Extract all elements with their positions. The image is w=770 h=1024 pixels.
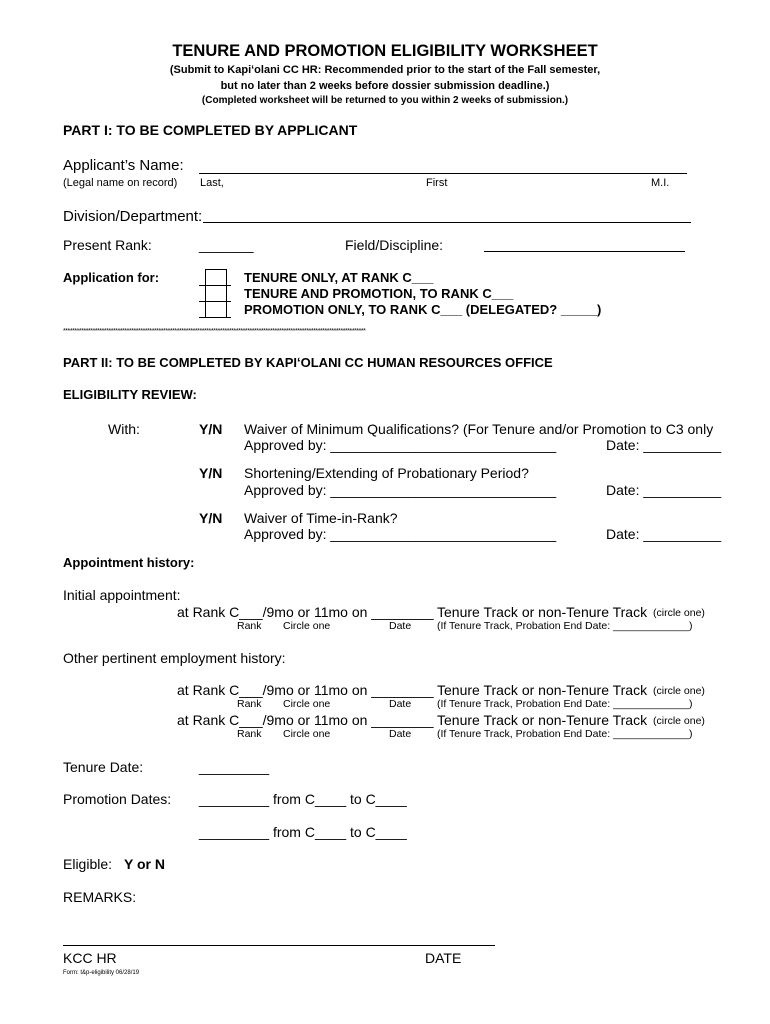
initial-appointment-label: Initial appointment: <box>63 587 181 603</box>
subtitle-line-3: (Completed worksheet will be returned to you within 2 weeks of submission.) <box>201 95 569 106</box>
probationary-period-label: Shortening/Extending of Probationary Period? <box>244 465 529 481</box>
circle-one-note: (circle one) <box>653 607 705 619</box>
other-track-label-1[interactable]: Tenure Track or non-Tenure Track <box>437 682 648 698</box>
circle-one-caption: Circle one <box>283 620 331 632</box>
division-label: Division/Department: <box>63 208 203 225</box>
with-label: With: <box>108 421 140 437</box>
last-name-label: Last, <box>200 177 224 189</box>
separator-stars: ************************************************************************************************************************************* <box>63 328 366 335</box>
legal-name-note: (Legal name on record) <box>63 177 178 189</box>
date-1[interactable]: Date: __________ <box>606 437 722 453</box>
division-field[interactable] <box>203 222 691 223</box>
other-track-label-2[interactable]: Tenure Track or non-Tenure Track <box>437 712 648 728</box>
promotion-dates-label: Promotion Dates: <box>63 791 172 807</box>
present-rank-label: Present Rank: <box>63 237 152 253</box>
page-title: TENURE AND PROMOTION ELIGIBILITY WORKSHEET <box>172 42 598 60</box>
date-caption: Date <box>389 620 412 632</box>
other-rank-line-2[interactable]: at Rank C___/9mo or 11mo on ________ <box>177 712 434 728</box>
eligible-y-or-n[interactable]: Y or N <box>124 856 165 872</box>
subtitle-line-1: (Submit to Kapiʻolani CC HR: Recommended prior to the start of the Fall semester, <box>169 64 601 76</box>
tenure-date-label: Tenure Date: <box>63 759 144 775</box>
tenure-date-field[interactable]: _________ <box>199 759 270 775</box>
tenure-promotion-checkbox[interactable] <box>205 285 227 302</box>
option-tenure-promotion: TENURE AND PROMOTION, TO RANK C___ <box>244 286 514 301</box>
approved-by-2[interactable]: Approved by: _____________________________ <box>244 482 557 498</box>
date-caption-2: Date <box>389 728 412 740</box>
rank-caption-2: Rank <box>237 728 262 740</box>
part2-heading: PART II: TO BE COMPLETED BY KAPIʻOLANI CC HUMAN RESOURCES OFFICE <box>63 355 553 370</box>
yn-probationary[interactable]: Y/N <box>199 465 223 481</box>
initial-rank-line[interactable]: at Rank C___/9mo or 11mo on ________ <box>177 604 434 620</box>
circle-one-note-1: (circle one) <box>653 685 705 697</box>
present-rank-field[interactable]: _______ <box>199 237 254 253</box>
subtitle-line-2: but no later than 2 weeks before dossier submission deadline.) <box>220 80 550 92</box>
signature-date-label: DATE <box>425 950 462 966</box>
option-promotion-only: PROMOTION ONLY, TO RANK C___ (DELEGATED? _____) <box>244 302 602 317</box>
other-employment-label: Other pertinent employment history: <box>63 650 286 666</box>
eligibility-review-heading: ELIGIBILITY REVIEW: <box>63 387 197 402</box>
appointment-history-heading: Appointment history: <box>63 555 195 570</box>
tenure-only-checkbox[interactable] <box>205 269 227 286</box>
rank-caption-1: Rank <box>237 698 262 710</box>
rank-caption: Rank <box>237 620 262 632</box>
probation-end-date-2[interactable]: (If Tenure Track, Probation End Date: _____________) <box>437 728 693 740</box>
other-rank-line-1[interactable]: at Rank C___/9mo or 11mo on ________ <box>177 682 434 698</box>
field-discipline-label: Field/Discipline: <box>345 237 444 253</box>
date-2[interactable]: Date: __________ <box>606 482 722 498</box>
promotion-date-1[interactable]: _________ from C____ to C____ <box>199 791 407 807</box>
remarks-label: REMARKS: <box>63 889 137 905</box>
applicant-name-label: Applicant’s Name: <box>63 157 184 174</box>
field-discipline-field[interactable] <box>484 251 685 252</box>
initial-track-label[interactable]: Tenure Track or non-Tenure Track <box>437 604 648 620</box>
form-id: Form: t&p-eligibility 06/28/19 <box>63 970 140 976</box>
signature-line[interactable] <box>63 945 495 946</box>
kcc-hr-label: KCC HR <box>63 950 117 966</box>
time-in-rank-label: Waiver of Time-in-Rank? <box>244 510 398 526</box>
part1-heading: PART I: TO BE COMPLETED BY APPLICANT <box>63 122 358 138</box>
checkbox-underline-3 <box>199 317 231 318</box>
checkbox-underline-1 <box>199 285 231 286</box>
option-tenure-only: TENURE ONLY, AT RANK C___ <box>244 270 434 285</box>
circle-one-caption-1: Circle one <box>283 698 331 710</box>
middle-initial-label: M.I. <box>651 177 670 189</box>
applicant-name-field[interactable] <box>199 173 687 174</box>
promotion-only-checkbox[interactable] <box>205 301 227 318</box>
circle-one-note-2: (circle one) <box>653 715 705 727</box>
promotion-date-2[interactable]: _________ from C____ to C____ <box>199 824 407 840</box>
eligible-label: Eligible: <box>63 856 113 872</box>
circle-one-caption-2: Circle one <box>283 728 331 740</box>
first-name-label: First <box>426 177 448 189</box>
date-caption-1: Date <box>389 698 412 710</box>
approved-by-3[interactable]: Approved by: _____________________________ <box>244 526 557 542</box>
probation-end-date[interactable]: (If Tenure Track, Probation End Date: _____________) <box>437 620 693 632</box>
application-for-label: Application for: <box>63 270 160 285</box>
yn-time-in-rank[interactable]: Y/N <box>199 510 223 526</box>
checkbox-underline-2 <box>199 301 231 302</box>
probation-end-date-1[interactable]: (If Tenure Track, Probation End Date: _____________) <box>437 698 693 710</box>
date-3[interactable]: Date: __________ <box>606 526 722 542</box>
yn-waiver-min-qual[interactable]: Y/N <box>199 421 223 437</box>
waiver-min-qual-label: Waiver of Minimum Qualifications? (For Tenure and/or Promotion to C3 only <box>244 421 714 437</box>
approved-by-1[interactable]: Approved by: _____________________________ <box>244 437 557 453</box>
